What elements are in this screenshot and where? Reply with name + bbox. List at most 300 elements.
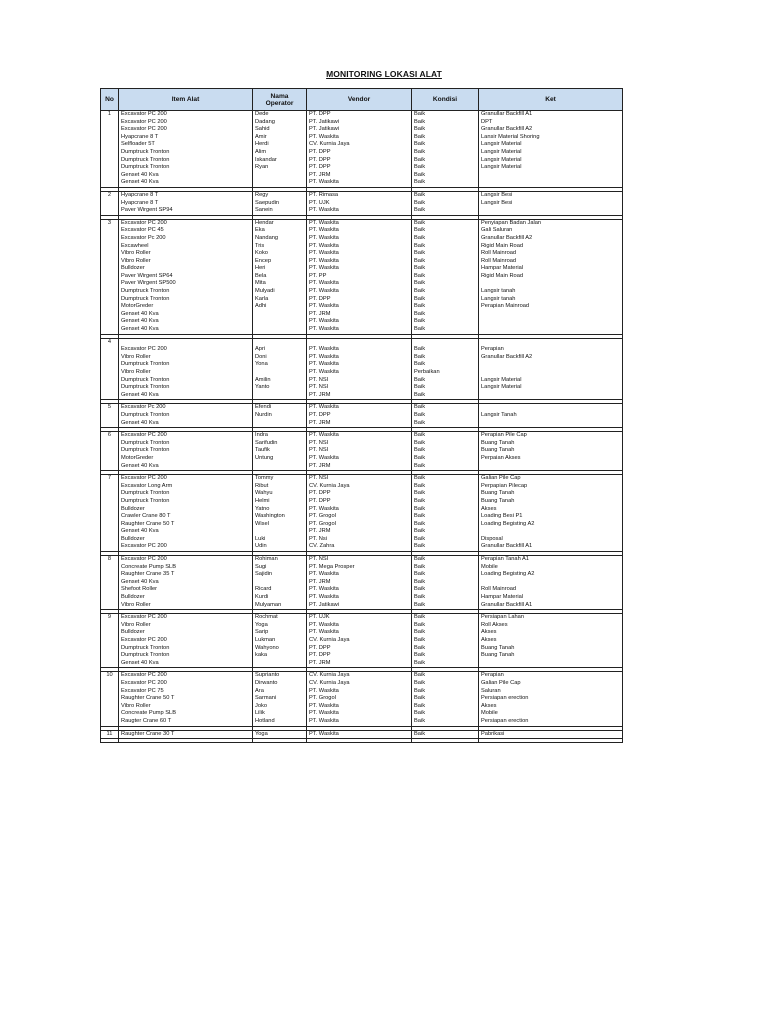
cell-kondisi: Baik [412, 614, 479, 622]
cell-ket: Buang Tanah [479, 440, 623, 448]
table-row [101, 280, 623, 288]
cell-operator: Herdi [253, 141, 307, 149]
cell-item: Excavator PC 200 [119, 432, 253, 440]
cell-vendor: PT. NSI [307, 440, 412, 448]
cell-no [101, 134, 119, 142]
cell-item: Hyapcrane 8 T [119, 200, 253, 208]
cell-ket: Persiapan erection [479, 718, 623, 726]
cell-no [101, 179, 119, 187]
cell-operator: Tris [253, 243, 307, 251]
cell-vendor: PT. DPP [307, 164, 412, 172]
cell-ket [479, 280, 623, 288]
cell-item: Genset 40 Kva [119, 660, 253, 668]
table-row [101, 369, 623, 377]
cell-no [101, 447, 119, 455]
table-row [101, 207, 623, 215]
table-row [101, 571, 623, 579]
cell-kondisi: Baik [412, 602, 479, 610]
cell-ket: Granullar Backfill A1 [479, 602, 623, 610]
cell-vendor: PT. JRM [307, 463, 412, 471]
cell-operator [253, 326, 307, 334]
cell-no [101, 288, 119, 296]
cell-ket: DPT [479, 119, 623, 127]
cell-kondisi: Baik [412, 528, 479, 536]
table-row [101, 455, 623, 463]
table-row [101, 614, 623, 622]
cell-vendor: PT. Jatikawi [307, 602, 412, 610]
cell-item: Dumptruck Tronton [119, 384, 253, 392]
header-row [101, 89, 623, 111]
cell-ket: Rigid Main Road [479, 273, 623, 281]
cell-operator: Sarifudin [253, 440, 307, 448]
cell-operator: Luki [253, 536, 307, 544]
cell-kondisi: Perbaikan [412, 369, 479, 377]
cell-kondisi: Baik [412, 303, 479, 311]
cell-vendor: PT. DPP [307, 157, 412, 165]
cell-operator: Suprianto [253, 672, 307, 680]
cell-item: Crawler Crane 80 T [119, 513, 253, 521]
cell-no [101, 602, 119, 610]
cell-item: Genset 40 Kva [119, 392, 253, 400]
cell-item: Bulldozer [119, 629, 253, 637]
table-row [101, 645, 623, 653]
cell-kondisi: Baik [412, 273, 479, 281]
table-row [101, 311, 623, 319]
cell-vendor: PT. DPP [307, 652, 412, 660]
table-row [101, 672, 623, 680]
cell-item: Excavator PC 200 [119, 346, 253, 354]
cell-no [101, 629, 119, 637]
cell-operator: Amilin [253, 377, 307, 385]
cell-ket: Gali Saluran [479, 227, 623, 235]
cell-kondisi: Baik [412, 119, 479, 127]
cell-ket: Loading Begisting A2 [479, 571, 623, 579]
cell-vendor: PT. JRM [307, 528, 412, 536]
cell-kondisi: Baik [412, 703, 479, 711]
cell-kondisi: Baik [412, 556, 479, 564]
cell-kondisi: Baik [412, 392, 479, 400]
cell-operator: Lukman [253, 637, 307, 645]
cell-ket: Buang Tanah [479, 447, 623, 455]
cell-no [101, 660, 119, 668]
cell-kondisi: Baik [412, 672, 479, 680]
cell-kondisi: Baik [412, 179, 479, 187]
table-row [101, 710, 623, 718]
table-row [101, 157, 623, 165]
cell-vendor: PT. Jatikawi [307, 126, 412, 134]
cell-ket: Buang Tanah [479, 645, 623, 653]
cell-kondisi: Baik [412, 463, 479, 471]
cell-kondisi: Baik [412, 637, 479, 645]
cell-vendor: PT. Waskita [307, 688, 412, 696]
cell-vendor: PT. Grogol [307, 695, 412, 703]
cell-operator: Indra [253, 432, 307, 440]
cell-operator: Washington [253, 513, 307, 521]
table-row [101, 219, 623, 227]
table-row [101, 288, 623, 296]
cell-vendor: PT. UJK [307, 200, 412, 208]
cell-item: Dumptruck Tronton [119, 296, 253, 304]
cell-operator [253, 420, 307, 428]
cell-ket: Granullar Backfill A1 [479, 543, 623, 551]
cell-ket: Langsir Material [479, 377, 623, 385]
table-row [101, 506, 623, 514]
cell-item: Vibro Roller [119, 258, 253, 266]
table-row [101, 361, 623, 369]
cell-ket [479, 311, 623, 319]
cell-ket: Persiapan Lahan [479, 614, 623, 622]
cell-operator: Saepudin [253, 200, 307, 208]
cell-operator: Rohiman [253, 556, 307, 564]
table-row [101, 111, 623, 119]
cell-no [101, 703, 119, 711]
cell-vendor: PT. Waskita [307, 288, 412, 296]
cell-ket: Persiapan erection [479, 695, 623, 703]
cell-vendor: PT. PP [307, 273, 412, 281]
cell-vendor: PT. NSI [307, 377, 412, 385]
table-row [101, 730, 623, 739]
cell-ket: Granullar Backfill A2 [479, 235, 623, 243]
separator-cell [253, 739, 307, 743]
cell-vendor: PT. Waskita [307, 280, 412, 288]
cell-kondisi: Baik [412, 730, 479, 739]
cell-kondisi: Baik [412, 490, 479, 498]
cell-operator: Wahyu [253, 490, 307, 498]
cell-no [101, 586, 119, 594]
cell-kondisi: Baik [412, 447, 479, 455]
cell-item: Genset 40 Kva [119, 420, 253, 428]
cell-ket: Langsir tanah [479, 288, 623, 296]
cell-kondisi: Baik [412, 412, 479, 420]
cell-item: Hyapcrane 8 T [119, 191, 253, 199]
cell-ket: Perapian [479, 672, 623, 680]
cell-vendor: PT. DPP [307, 498, 412, 506]
cell-item: Excavator PC 75 [119, 688, 253, 696]
cell-vendor: PT. JRM [307, 420, 412, 428]
cell-no [101, 412, 119, 420]
cell-no [101, 311, 119, 319]
cell-item: Dumptruck Tronton [119, 652, 253, 660]
cell-ket: Galian Pile Cap [479, 475, 623, 483]
cell-ket: Langsir Material [479, 149, 623, 157]
cell-vendor: PT. Waskita [307, 361, 412, 369]
cell-no: 5 [101, 404, 119, 412]
table-row [101, 579, 623, 587]
header-item: Item Alat [119, 89, 253, 111]
cell-item [119, 338, 253, 346]
cell-item: Excawheel [119, 243, 253, 251]
cell-vendor: CV. Kurnia Jaya [307, 483, 412, 491]
cell-kondisi: Baik [412, 506, 479, 514]
cell-operator: Nandang [253, 235, 307, 243]
table-row [101, 498, 623, 506]
cell-vendor: PT. Waskita [307, 265, 412, 273]
table-row [101, 134, 623, 142]
table-row [101, 652, 623, 660]
cell-item: Excavator PC 200 [119, 672, 253, 680]
cell-vendor: PT. Waskita [307, 346, 412, 354]
header-no: No [101, 89, 119, 111]
cell-operator: Karla [253, 296, 307, 304]
cell-no: 4 [101, 338, 119, 346]
table-row [101, 637, 623, 645]
cell-no [101, 695, 119, 703]
table-row [101, 564, 623, 572]
cell-kondisi: Baik [412, 586, 479, 594]
cell-kondisi: Baik [412, 404, 479, 412]
table-row [101, 227, 623, 235]
cell-vendor: CV. Kurnia Jaya [307, 141, 412, 149]
cell-ket [479, 404, 623, 412]
group-separator [101, 739, 623, 743]
cell-no: 3 [101, 219, 119, 227]
cell-vendor: PT. NSI [307, 384, 412, 392]
cell-vendor: PT. Waskita [307, 179, 412, 187]
cell-item: Dumptruck Tronton [119, 377, 253, 385]
cell-item: Raugter Crane 60 T [119, 718, 253, 726]
cell-kondisi: Baik [412, 440, 479, 448]
cell-item: Raughter Crane 50 T [119, 521, 253, 529]
cell-vendor: PT. JRM [307, 311, 412, 319]
table-row [101, 447, 623, 455]
cell-operator: Dadang [253, 119, 307, 127]
cell-ket: Roll Mainroad [479, 586, 623, 594]
table-row [101, 602, 623, 610]
cell-no [101, 455, 119, 463]
cell-kondisi: Baik [412, 384, 479, 392]
cell-no [101, 680, 119, 688]
cell-kondisi: Baik [412, 579, 479, 587]
cell-operator [253, 660, 307, 668]
cell-ket: Roll Mainroad [479, 250, 623, 258]
cell-item: Raughter Crane 50 T [119, 695, 253, 703]
cell-ket: Langsir Material [479, 157, 623, 165]
cell-ket: Galian Pile Cap [479, 680, 623, 688]
cell-item: Dumptruck Tronton [119, 490, 253, 498]
cell-vendor: PT. Waskita [307, 730, 412, 739]
table-row [101, 475, 623, 483]
cell-vendor: CV. Kurnia Jaya [307, 680, 412, 688]
cell-ket [479, 420, 623, 428]
cell-no [101, 141, 119, 149]
cell-item: Hyapcrane 8 T [119, 134, 253, 142]
cell-operator: Taufik [253, 447, 307, 455]
cell-no [101, 200, 119, 208]
cell-no [101, 622, 119, 630]
cell-item: Genset 40 Kva [119, 579, 253, 587]
cell-no [101, 280, 119, 288]
cell-vendor: PT. Waskita [307, 243, 412, 251]
table-row [101, 265, 623, 273]
table-row [101, 412, 623, 420]
table-row [101, 432, 623, 440]
cell-no [101, 303, 119, 311]
cell-kondisi [412, 338, 479, 346]
cell-kondisi: Baik [412, 250, 479, 258]
cell-ket: Saluran [479, 688, 623, 696]
cell-vendor: PT. Waskita [307, 219, 412, 227]
cell-kondisi: Baik [412, 354, 479, 362]
cell-operator: Adhi [253, 303, 307, 311]
cell-kondisi: Baik [412, 258, 479, 266]
cell-ket: Langsir Besi [479, 191, 623, 199]
cell-operator [253, 579, 307, 587]
cell-ket: Buang Tanah [479, 498, 623, 506]
cell-operator [253, 318, 307, 326]
cell-item: Excavator PC 200 [119, 219, 253, 227]
cell-no: 8 [101, 556, 119, 564]
cell-item: Dumptruck Tronton [119, 447, 253, 455]
cell-item: Excavator PC 200 [119, 637, 253, 645]
cell-ket: Roll Akses [479, 622, 623, 630]
cell-operator: kaka [253, 652, 307, 660]
cell-vendor: PT. UJK [307, 614, 412, 622]
cell-no [101, 637, 119, 645]
cell-operator: Bela [253, 273, 307, 281]
cell-vendor: PT. NSI [307, 556, 412, 564]
cell-kondisi: Baik [412, 288, 479, 296]
cell-no [101, 536, 119, 544]
cell-no [101, 361, 119, 369]
cell-kondisi: Baik [412, 243, 479, 251]
cell-no [101, 149, 119, 157]
separator-cell [119, 739, 253, 743]
cell-operator: Koko [253, 250, 307, 258]
cell-item: Bulldozer [119, 536, 253, 544]
cell-vendor: PT. Waskita [307, 303, 412, 311]
cell-no: 10 [101, 672, 119, 680]
table-row [101, 377, 623, 385]
cell-kondisi: Baik [412, 660, 479, 668]
table-row [101, 513, 623, 521]
cell-item: Dumptruck Tronton [119, 288, 253, 296]
cell-vendor: CV. Kurnia Jaya [307, 672, 412, 680]
cell-no [101, 688, 119, 696]
cell-operator: Tommy [253, 475, 307, 483]
cell-item: Vibro Roller [119, 602, 253, 610]
header-operator-line1: Nama [270, 92, 289, 100]
cell-operator: Mita [253, 280, 307, 288]
header-operator [253, 89, 307, 111]
cell-ket [479, 579, 623, 587]
cell-operator: Ricard [253, 586, 307, 594]
table-row [101, 695, 623, 703]
cell-ket: Perapian [479, 346, 623, 354]
table-row [101, 490, 623, 498]
cell-no [101, 172, 119, 180]
cell-no [101, 250, 119, 258]
header-kondisi: Kondisi [412, 89, 479, 111]
cell-vendor: PT. Grogol [307, 513, 412, 521]
table-row [101, 543, 623, 551]
cell-no [101, 207, 119, 215]
cell-operator [253, 338, 307, 346]
table-row [101, 250, 623, 258]
cell-operator: Ara [253, 688, 307, 696]
cell-ket: Mobile [479, 564, 623, 572]
cell-operator: Kurdi [253, 594, 307, 602]
cell-item: Vibro Roller [119, 369, 253, 377]
separator-cell [101, 739, 119, 743]
cell-item: Dumptruck Tronton [119, 440, 253, 448]
table-row [101, 354, 623, 362]
cell-kondisi: Baik [412, 420, 479, 428]
cell-vendor: PT. Rimasa [307, 191, 412, 199]
cell-item: Bulldozer [119, 265, 253, 273]
table-row [101, 528, 623, 536]
cell-item: Excavator PC 200 [119, 475, 253, 483]
cell-kondisi: Baik [412, 513, 479, 521]
table-row [101, 680, 623, 688]
cell-operator: Lilik [253, 710, 307, 718]
cell-operator: Mulyadi [253, 288, 307, 296]
cell-operator: Regy [253, 191, 307, 199]
separator-cell [307, 739, 412, 743]
cell-item: Dumptruck Tronton [119, 645, 253, 653]
table-row [101, 326, 623, 334]
cell-kondisi: Baik [412, 377, 479, 385]
cell-operator: Encep [253, 258, 307, 266]
cell-no: 6 [101, 432, 119, 440]
cell-vendor: PT. Waskita [307, 235, 412, 243]
table-row [101, 273, 623, 281]
cell-ket: Langsir Material [479, 164, 623, 172]
table-row [101, 141, 623, 149]
cell-operator [253, 179, 307, 187]
cell-item: Dumptruck Tronton [119, 498, 253, 506]
cell-item: Vibro Roller [119, 250, 253, 258]
cell-kondisi: Baik [412, 536, 479, 544]
cell-item: Dumptruck Tronton [119, 157, 253, 165]
cell-item: Shefoot Roller [119, 586, 253, 594]
cell-operator [253, 463, 307, 471]
cell-no [101, 119, 119, 127]
cell-kondisi: Baik [412, 235, 479, 243]
cell-no [101, 506, 119, 514]
cell-vendor: PT. Waskita [307, 703, 412, 711]
cell-kondisi: Baik [412, 629, 479, 637]
cell-no [101, 564, 119, 572]
cell-item: Bulldozer [119, 506, 253, 514]
cell-ket: Hampar Material [479, 265, 623, 273]
cell-no [101, 369, 119, 377]
table-row [101, 688, 623, 696]
cell-item: Bulldozer [119, 594, 253, 602]
cell-operator: Hotland [253, 718, 307, 726]
cell-ket: Granullar Backfill A2 [479, 354, 623, 362]
cell-item: MotorGreder [119, 303, 253, 311]
table-row [101, 191, 623, 199]
cell-item: Dumptruck Tronton [119, 412, 253, 420]
table-row [101, 586, 623, 594]
cell-operator: Iskandar [253, 157, 307, 165]
cell-no: 11 [101, 730, 119, 739]
table-row [101, 521, 623, 529]
cell-item: Excavator PC 200 [119, 543, 253, 551]
cell-vendor: PT. Waskita [307, 404, 412, 412]
cell-item: Raughter Crane 35 T [119, 571, 253, 579]
cell-vendor: PT. DPP [307, 412, 412, 420]
cell-ket: Akses [479, 629, 623, 637]
cell-kondisi: Baik [412, 475, 479, 483]
cell-vendor: PT. Waskita [307, 622, 412, 630]
cell-item: Paver Wirgent SP500 [119, 280, 253, 288]
cell-item: Excavator PC 200 [119, 556, 253, 564]
cell-ket: Perapian Pile Cap [479, 432, 623, 440]
cell-kondisi: Baik [412, 296, 479, 304]
cell-operator: Doni [253, 354, 307, 362]
cell-no [101, 543, 119, 551]
